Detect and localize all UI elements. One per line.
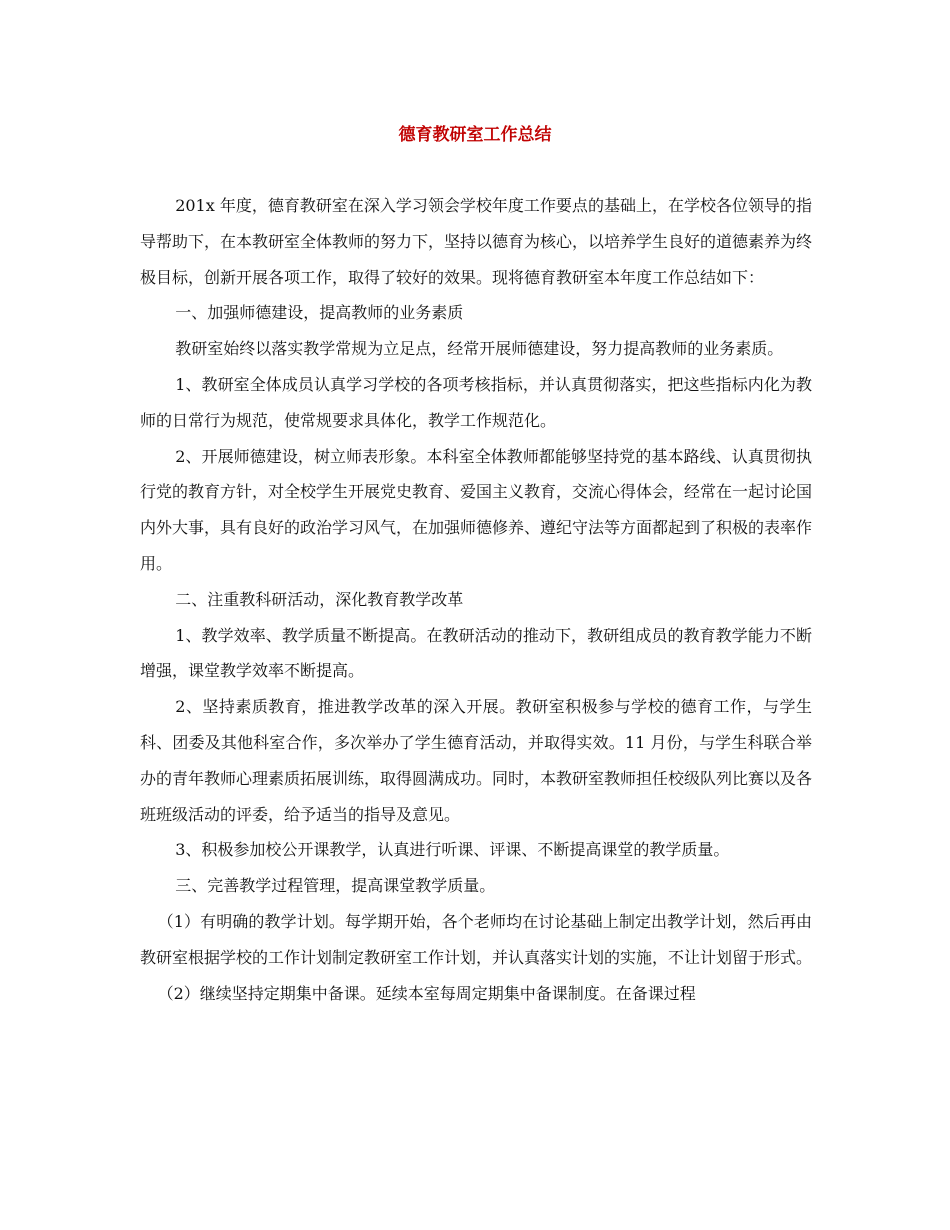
paragraph: 2、开展师德建设，树立师表形象。本科室全体教师都能够坚持党的基本路线、认真贯彻执行党的教育方针，对全校学生开展党史教育、爱国主义教育，交流心得体会，经常在一起讨论国内外大事，具有良好的政治学习风气，在加强师德修养、遵纪守法等方面都起到了积极的表率作用。 xyxy=(140,446,813,573)
paragraph: （2）继续坚持定期集中备课。延续本室每周定期集中备课制度。在备课过程 xyxy=(157,983,696,1003)
paragraph-intro: 201x 年度，德育教研室在深入学习领会学校年度工作要点的基础上，在学校各位领导的指导帮助下，在本教研室全体教师的努力下，坚持以德育为核心，以培养学生良好的道德素养为终极目标，创新开展各项工作，取得了较好的效果。现将德育教研室本年度工作总结如下： xyxy=(140,196,813,287)
section-heading-2: 二、注重教科研活动，深化教育教学改革 xyxy=(175,589,464,609)
section-heading-1: 一、加强师德建设，提高教师的业务素质 xyxy=(175,303,464,323)
paragraph: 1、教学效率、教学质量不断提高。在教研活动的推动下，教研组成员的教育教学能力不断增强，课堂教学效率不断提高。 xyxy=(140,625,812,681)
document-title: 德育教研室工作总结 xyxy=(398,125,552,145)
section-heading-3: 三、完善教学过程管理，提高课堂教学质量。 xyxy=(175,876,496,896)
paragraph: 教研室始终以落实教学常规为立足点，经常开展师德建设，努力提高教师的业务素质。 xyxy=(175,339,784,359)
paragraph: 1、教研室全体成员认真学习学校的各项考核指标，并认真贯彻落实，把这些指标内化为教师的日常行为规范，使常规要求具体化，教学工作规范化。 xyxy=(140,374,812,430)
document-body xyxy=(140,188,812,1011)
paragraph: 3、积极参加校公开课教学，认真进行听课、评课、不断提高课堂的教学质量。 xyxy=(175,840,730,860)
paragraph: （1）有明确的教学计划。每学期开始，各个老师均在讨论基础上制定出教学计划，然后再由教研室根据学校的工作计划制定教研室工作计划，并认真落实计划的实施，不让计划留于形式。 xyxy=(140,911,813,967)
paragraph: 2、坚持素质教育，推进教学改革的深入开展。教研室积极参与学校的德育工作，与学生科、团委及其他科室合作，多次举办了学生德育活动，并取得实效。11 月份，与学生科联合举办的青年教师心理素质拓展训练，取得圆满成功。同时，本教研室教师担任校级队列比赛以及各班班级活动的评委，给予适当的指导及意见。 xyxy=(140,697,813,824)
